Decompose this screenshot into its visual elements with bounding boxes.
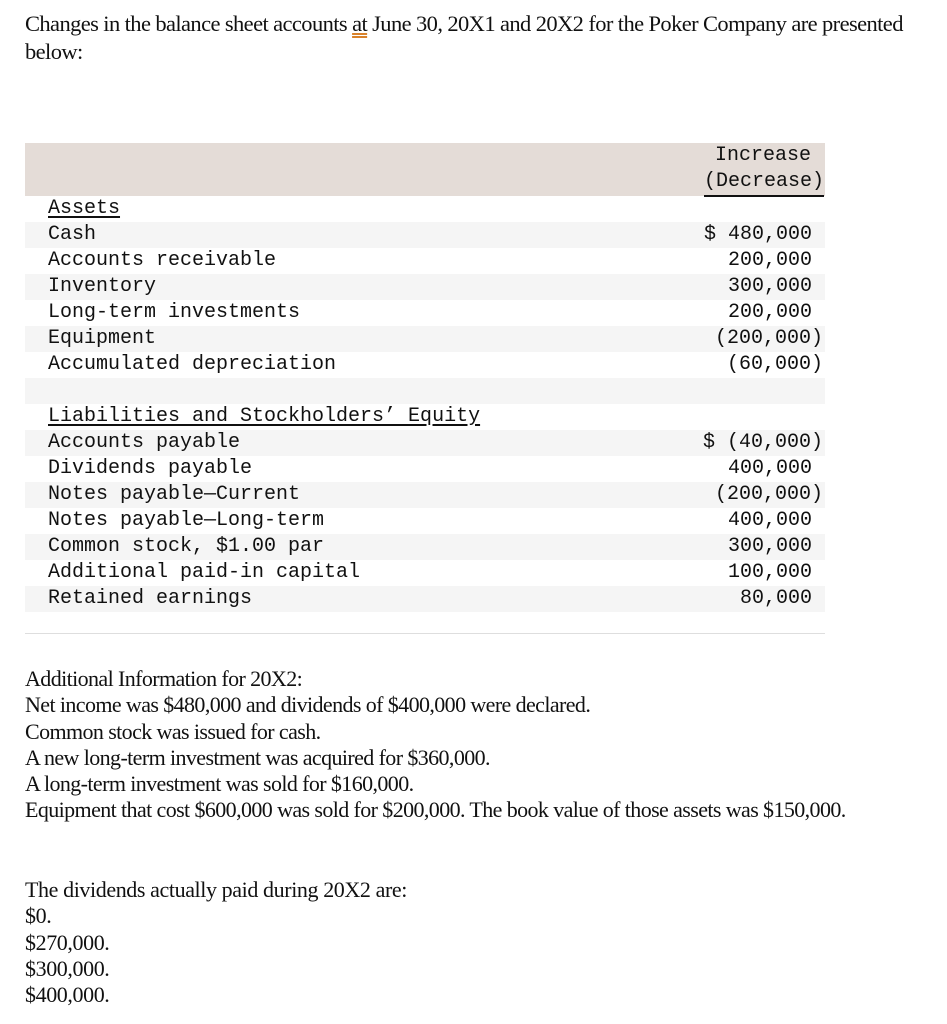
table-row — [25, 248, 825, 274]
table-row — [25, 586, 825, 612]
question-prompt: The dividends actually paid during 20X2 are: — [25, 877, 407, 902]
row-label: Retained earnings — [48, 587, 253, 610]
balance-changes-table — [25, 143, 825, 612]
answer-option-c[interactable]: $300,000. — [25, 955, 110, 981]
table-row — [25, 560, 825, 586]
row-value: 300,000 — [727, 535, 812, 558]
row-value: (200,000) — [714, 483, 823, 506]
table-row — [25, 534, 825, 560]
row-label: Notes payable—Current — [48, 483, 301, 506]
row-label: Accumulated depreciation — [48, 353, 337, 376]
table-row — [25, 222, 825, 248]
table-row — [25, 274, 825, 300]
row-value: 400,000 — [727, 509, 812, 532]
row-value: 200,000 — [727, 249, 812, 272]
row-label: Dividends payable — [48, 457, 253, 480]
table-header — [25, 143, 825, 196]
table-row — [25, 456, 825, 482]
table-row — [25, 326, 825, 352]
intro-text-after: June 30, 20X1 and 20X2 for the Poker Company are presented below: — [25, 11, 903, 64]
row-label: Equipment — [48, 327, 157, 350]
section-heading-row — [25, 404, 825, 430]
additional-information — [25, 666, 905, 824]
additional-info-line: A long-term investment was sold for $160,000. — [25, 771, 414, 797]
intro-text-before: Changes in the balance sheet accounts — [25, 11, 353, 36]
table-row — [25, 352, 825, 378]
spacer-row — [25, 378, 825, 404]
row-value: $ (40,000) — [702, 431, 823, 454]
row-value: 200,000 — [727, 301, 812, 324]
row-label: Additional paid-in capital — [48, 561, 361, 584]
column-header-line2: (Decrease) — [704, 169, 824, 197]
additional-info-line: A new long-term investment was acquired for $360,000. — [25, 744, 490, 770]
row-label: Accounts payable — [48, 431, 241, 454]
row-label: Inventory — [48, 275, 157, 298]
answer-option-b[interactable]: $270,000. — [25, 929, 110, 955]
row-value: 400,000 — [727, 457, 812, 480]
additional-info-line: Equipment that cost $600,000 was sold for $200,000. The book value of those assets was $150,000. — [25, 797, 846, 823]
section-heading-assets: Assets — [48, 197, 121, 220]
row-label: Cash — [48, 223, 97, 246]
table-row — [25, 300, 825, 326]
row-label: Notes payable—Long-term — [48, 509, 325, 532]
row-value: 100,000 — [727, 561, 812, 584]
answer-option-a[interactable]: $0. — [25, 903, 52, 929]
intro-text-at: at — [352, 11, 368, 36]
row-label: Accounts receivable — [48, 249, 277, 272]
answer-option-d[interactable]: $400,000. — [25, 982, 110, 1008]
column-header-line1: Increase — [714, 144, 811, 167]
column-header-increase-decrease — [704, 143, 824, 197]
additional-info-title: Additional Information for 20X2: — [25, 666, 303, 691]
row-value: 300,000 — [727, 275, 812, 298]
section-heading-liabilities-equity: Liabilities and Stockholders’ Equity — [48, 405, 481, 428]
row-value: (60,000) — [726, 353, 823, 376]
row-label: Common stock, $1.00 par — [48, 535, 325, 558]
section-heading-row — [25, 196, 825, 222]
row-value: 80,000 — [739, 587, 812, 610]
additional-info-line: Common stock was issued for cash. — [25, 718, 321, 744]
intro-paragraph — [25, 10, 905, 66]
row-value: (200,000) — [714, 327, 823, 350]
question-block — [25, 877, 625, 1008]
row-value: $ 480,000 — [703, 223, 812, 246]
row-label: Long-term investments — [48, 301, 301, 324]
table-bottom-divider — [25, 633, 825, 634]
table-row — [25, 482, 825, 508]
table-row — [25, 508, 825, 534]
table-row — [25, 430, 825, 456]
additional-info-line: Net income was $480,000 and dividends of $400,000 were declared. — [25, 692, 591, 718]
